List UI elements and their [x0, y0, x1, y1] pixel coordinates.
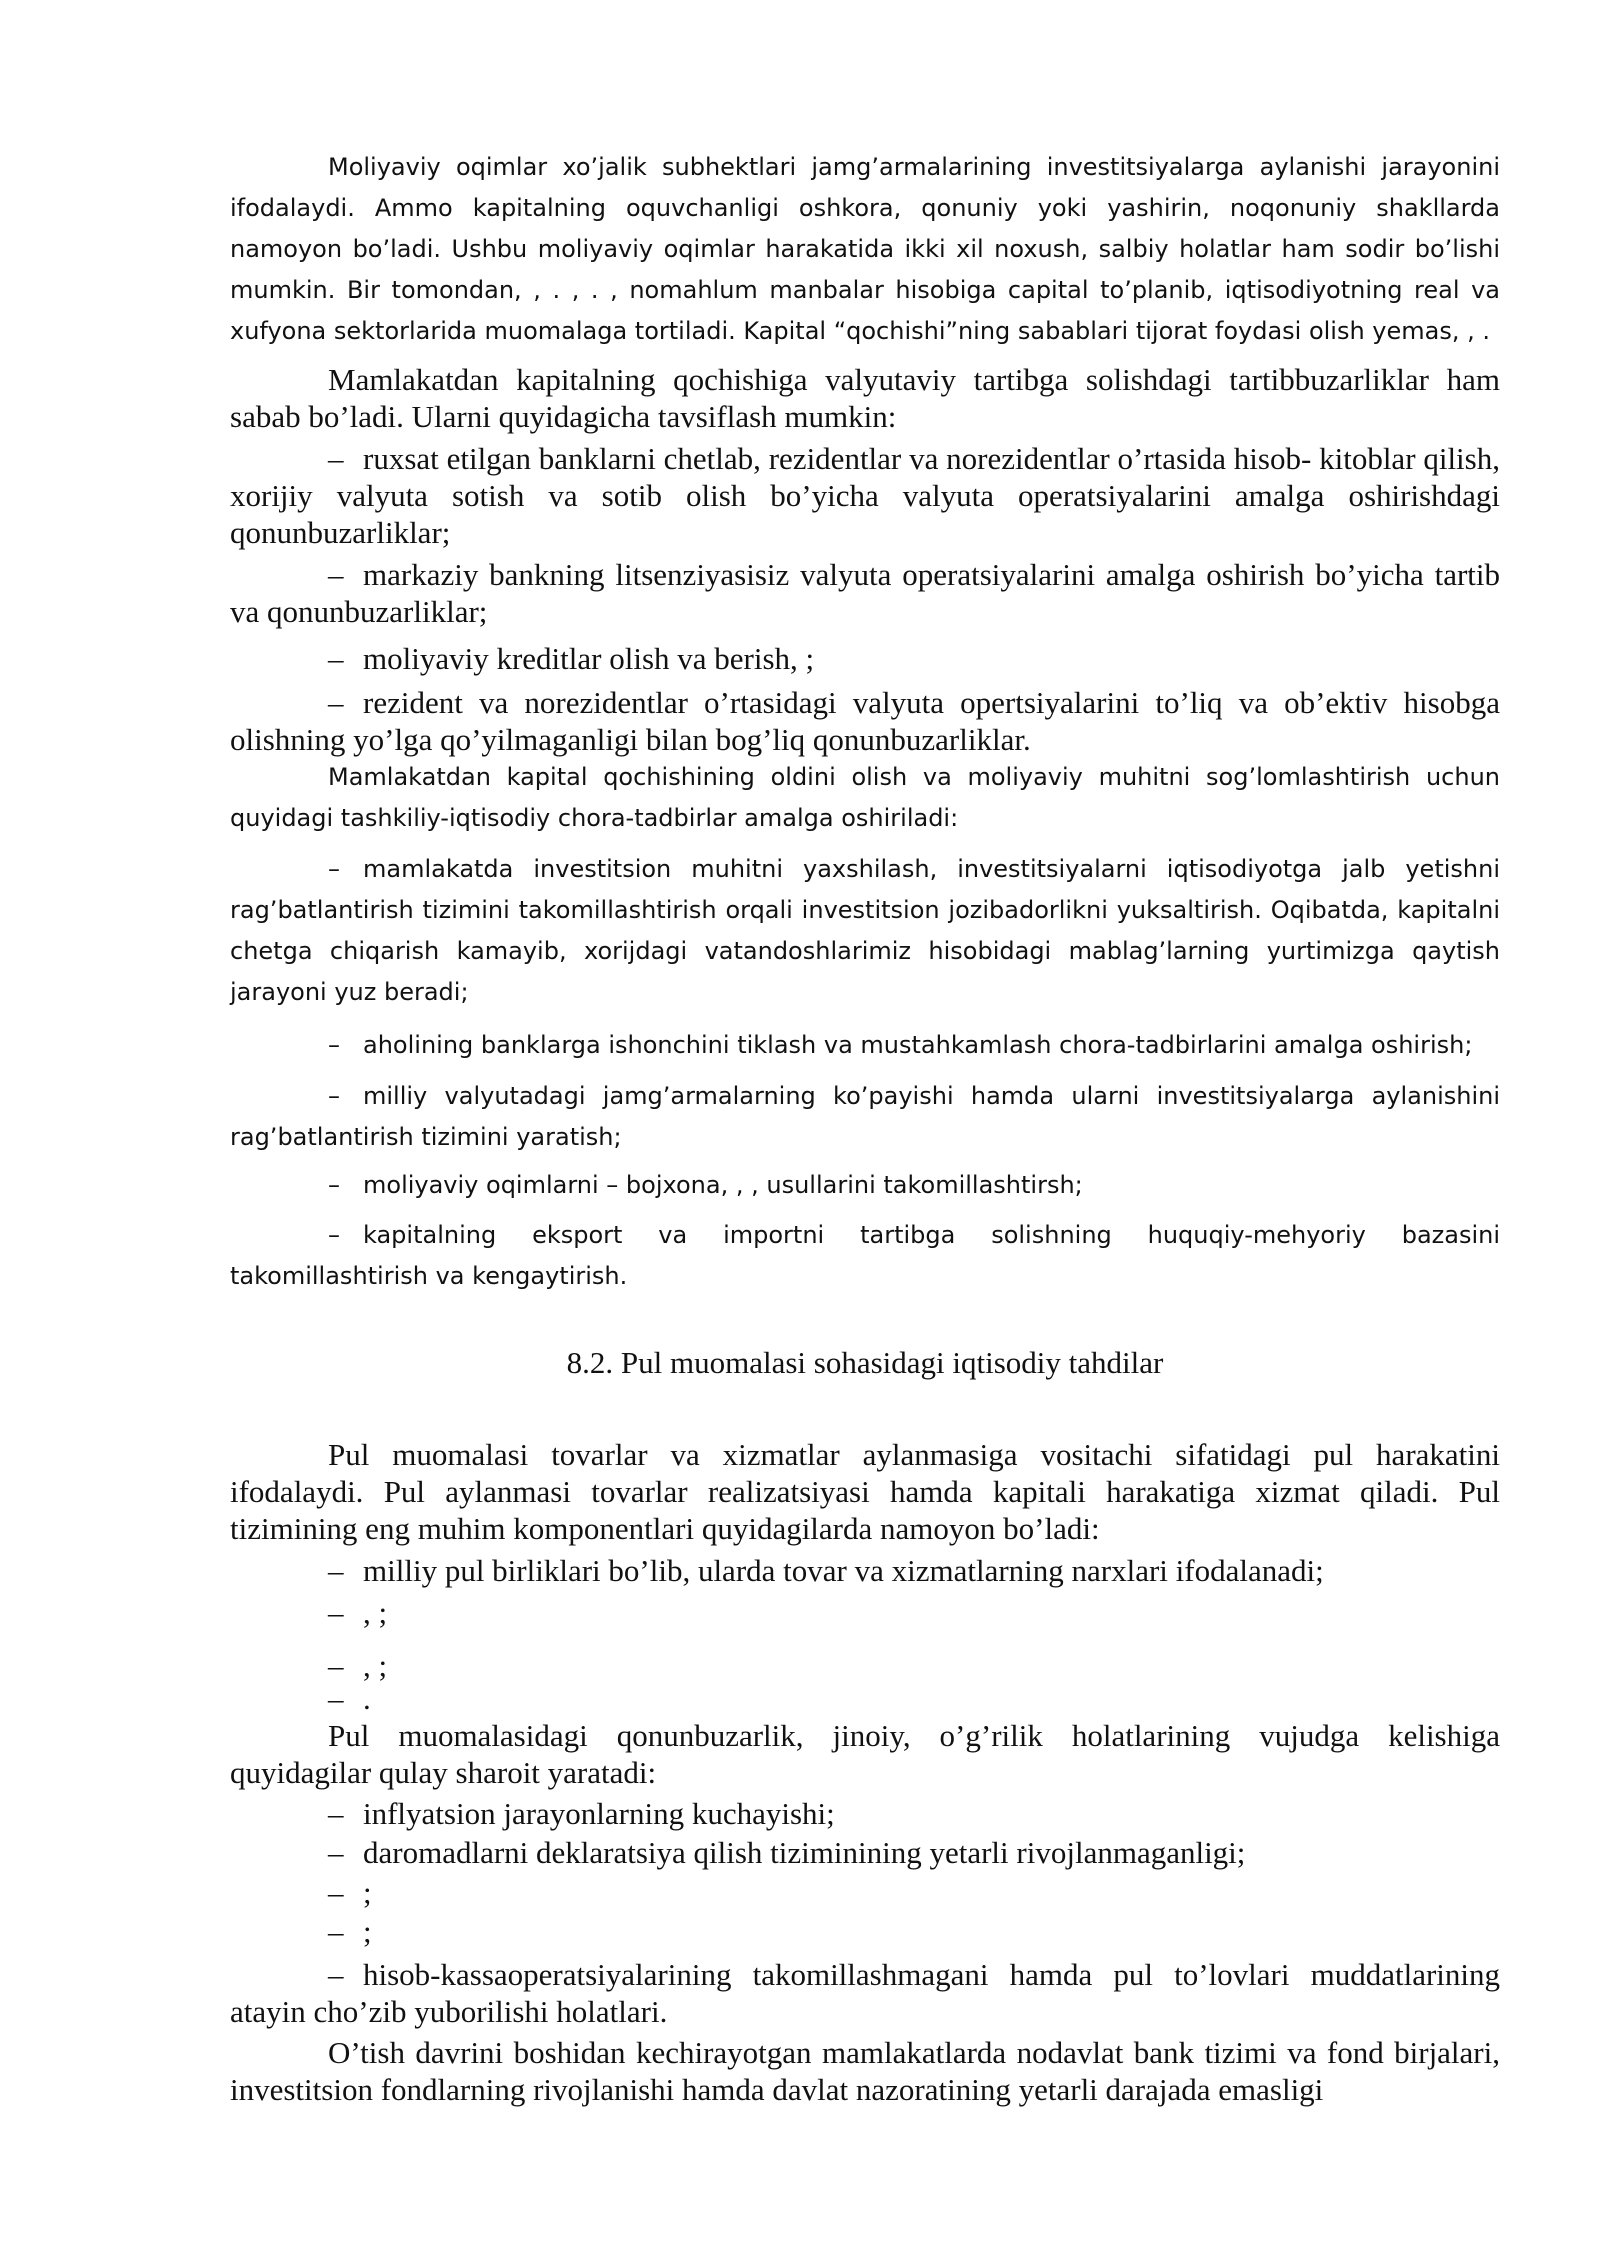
list-dash: –: [328, 1553, 344, 1588]
list-item-text: , ;: [363, 1648, 388, 1683]
list-dash: –: [328, 855, 340, 883]
list-dash: –: [328, 685, 344, 720]
list-dash: –: [328, 1031, 340, 1059]
list-item-text: aholining banklarga ishonchini tiklash va mustahkamlash chora-tadbirlarini amalga oshirish;: [363, 1031, 1473, 1059]
list-item: [230, 1025, 1500, 1066]
list-item: [230, 640, 1500, 677]
paragraph-1: Moliyaviy oqimlar xo’jalik subhektlari jamg’armalarining investitsiyalarga aylanishi jarayonini ifodalaydi. Ammo kapitalning oquvchanligi oshkora, qonuniy yoki yashirin, noqonuniy shakllarda namoyon bo’ladi. Ushbu moliyaviy oqimlar harakatida ikki xil noxush, salbiy holatlar ham sodir bo’lishi mumkin. Bir tomondan, , . , . , nomahlum manbalar hisobiga capital to’planib, iqtisodiyotning real va xufyona sektorlarida muomalaga tortiladi. Kapital “qochishi”ning sabablari tijorat foydasi olish yemas, , .: [230, 153, 1500, 345]
list-item-text: ;: [363, 1914, 372, 1949]
section-heading: 8.2. Pul muomalasi sohasidagi iqtisodiy tahdilar: [566, 1345, 1164, 1380]
list-item: [230, 1165, 1500, 1206]
list-item-text: inflyatsion jarayonlarning kuchayishi;: [363, 1796, 835, 1831]
list-item: [230, 1956, 1500, 2030]
list-item-text: mamlakatda investitsion muhitni yaxshilash, investitsiyalarni iqtisodiyotga jalb yetishni rag’batlantirish tizimini takomillashtirish orqali investitsion jozibadorlikni yuksaltirish. Oqibatda, kapitalni chetga chiqarish kamayib, xorijdagi vatandoshlarimiz hisobidagi mablag’larning yurtimizga qaytish jarayoni yuz beradi;: [230, 855, 1500, 1006]
list-item-text: milliy valyutadagi jamg’armalarning ko’payishi hamda ularni investitsiyalarga aylanishini rag’batlantirish tizimini yaratish;: [230, 1082, 1500, 1151]
list-dash: –: [328, 1171, 340, 1199]
list-dash: –: [328, 1082, 340, 1110]
list-dash: –: [328, 1835, 344, 1870]
list-item: [230, 1795, 1500, 1832]
list-dash: –: [328, 1681, 344, 1716]
list-dash: –: [328, 1957, 344, 1992]
paragraph-6: O’tish davrini boshidan kechirayotgan mamlakatlarda nodavlat bank tizimi va fond birjalari, investitsion fondlarning rivojlanishi hamda davlat nazoratining yetarli darajada emasligi: [230, 2035, 1500, 2107]
list-item: [230, 440, 1500, 551]
list-item: [230, 849, 1500, 1013]
list-item-text: milliy pul birliklari bo’lib, ularda tovar va xizmatlarning narxlari ifodalanadi;: [363, 1553, 1324, 1588]
list-dash: –: [328, 641, 344, 676]
paragraph-3: Mamlakatdan kapital qochishining oldini olish va moliyaviy muhitni sog’lomlashtirish uchun quyidagi tashkiliy-iqtisodiy chora-tadbirlar amalga oshiriladi:: [230, 763, 1500, 832]
list-dash: –: [328, 1914, 344, 1949]
list-item-text: hisob-kassaoperatsiyalarining takomillashmagani hamda pul to’lovlari muddatlarining atayin cho’zib yuborilishi holatlari.: [230, 1957, 1500, 2029]
list-item: [230, 1647, 1500, 1684]
list-dash: –: [328, 441, 344, 476]
list-item-text: ;: [363, 1875, 372, 1910]
list-item-text: .: [363, 1681, 371, 1716]
list-item-text: daromadlarni deklaratsiya qilish tiziminining yetarli rivojlanmaganligi;: [363, 1835, 1246, 1870]
paragraph-5: Pul muomalasidagi qonunbuzarlik, jinoiy, o’g’rilik holatlarining vujudga kelishiga quyidagilar qulay sharoit yaratadi:: [230, 1718, 1500, 1790]
list-item-text: rezident va norezidentlar o’rtasidagi valyuta opertsiyalarini to’liq va ob’ektiv hisobga olishning yo’lga qo’yilmaganligi bilan bog’liq qonunbuzarliklar.: [230, 685, 1500, 757]
list-item: [230, 556, 1500, 630]
list-item-text: moliyaviy oqimlarni – bojxona, , , usullarini takomillashtirsh;: [363, 1171, 1083, 1199]
list-item-text: kapitalning eksport va importni tartibga solishning huquqiy-mehyoriy bazasini takomillashtirish va kengaytirish.: [230, 1221, 1500, 1290]
list-dash: –: [328, 1595, 344, 1630]
list-dash: –: [328, 1875, 344, 1910]
list-item: [230, 1594, 1500, 1631]
list-dash: –: [328, 1221, 340, 1249]
list-item: [230, 1913, 1500, 1950]
list-dash: –: [328, 1796, 344, 1831]
list-item-text: ruxsat etilgan banklarni chetlab, rezidentlar va norezidentlar o’rtasida hisob- kitoblar qilish, xorijiy valyuta sotish va sotib olish bo’yicha valyuta operatsiyalarini amalga oshirishdagi qonunbuzarliklar;: [230, 441, 1500, 550]
list-item: [230, 1874, 1500, 1911]
list-item: [230, 684, 1500, 758]
list-dash: –: [328, 557, 344, 592]
list-item: [230, 1834, 1500, 1871]
list-item-text: , ;: [363, 1595, 388, 1630]
list-item: [230, 1680, 1500, 1717]
list-item: [230, 1215, 1500, 1297]
list-item: [230, 1076, 1500, 1158]
list-item-text: markaziy bankning litsenziyasisiz valyuta operatsiyalarini amalga oshirish bo’yicha tartib va qonunbuzarliklar;: [230, 557, 1500, 629]
list-item: [230, 1552, 1500, 1589]
paragraph-2: Mamlakatdan kapitalning qochishiga valyutaviy tartibga solishdagi tartibbuzarliklar ham sabab bo’ladi. Ularni quyidagicha tavsiflash mumkin:: [230, 362, 1500, 434]
list-dash: –: [328, 1648, 344, 1683]
paragraph-4: Pul muomalasi tovarlar va xizmatlar aylanmasiga vositachi sifatidagi pul harakatini ifodalaydi. Pul aylanmasi tovarlar realizatsiyasi hamda kapitali harakatiga xizmat qiladi. Pul tizimining eng muhim komponentlari quyidagilarda namoyon bo’ladi:: [230, 1437, 1500, 1546]
list-item-text: moliyaviy kreditlar olish va berish, ;: [363, 641, 815, 676]
